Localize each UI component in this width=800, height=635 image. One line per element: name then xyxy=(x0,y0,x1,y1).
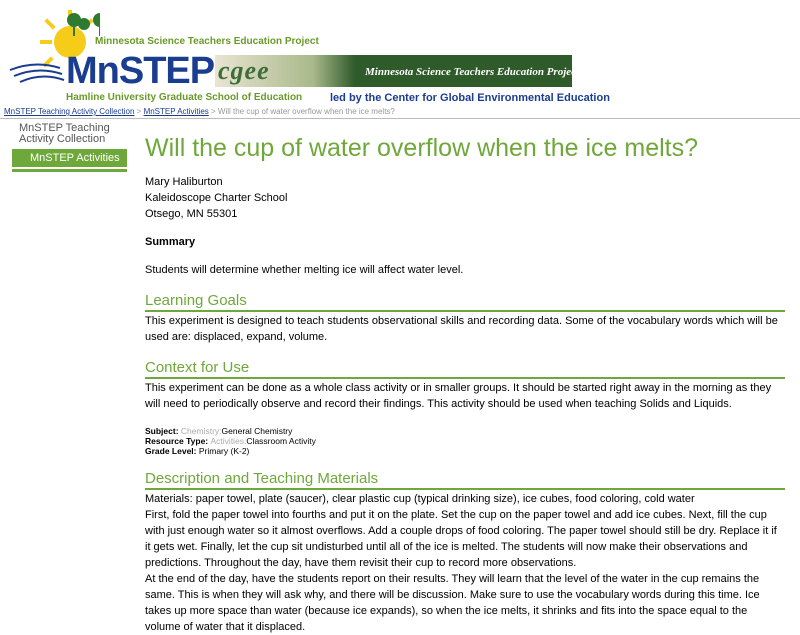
mnstep-tagline: Minnesota Science Teachers Education Project xyxy=(95,36,319,47)
breadcrumb-link-collection[interactable]: MnSTEP Teaching Activity Collection xyxy=(4,107,135,116)
main-content xyxy=(145,128,785,635)
resource-type-link[interactable]: Classroom Activity xyxy=(246,436,316,446)
hamline-tagline: Hamline University Graduate School of Education xyxy=(66,92,303,103)
grade-level-link[interactable]: Primary (K-2) xyxy=(198,446,250,456)
author-name: Mary Haliburton xyxy=(145,176,223,188)
subject-row: Subject: Chemistry:General Chemistry xyxy=(145,426,293,436)
grade-level-row: Grade Level: Primary (K-2) xyxy=(145,446,250,456)
breadcrumb-separator: > xyxy=(208,107,218,116)
context-heading: Context for Use xyxy=(145,359,785,379)
procedure-text: First, fold the paper towel into fourths and put it on the plate. Set the cup on the paper towel and add ice cubes. Next, fill the cup with just enough water so it almost overflows. Add a couple drops of food coloring. The paper towel should still be dry. Replace it if it gets wet. Finally, let the cup sit undisturbed until all of the ice is melted. The students will now make their observations and predictions. Throughout the day, have them revisit their cup to record more observations. xyxy=(145,509,777,569)
sidebar-item-activities[interactable]: MnSTEP Activities xyxy=(12,149,127,167)
sidebar-nav xyxy=(12,120,127,172)
sidebar-item-collection[interactable]: MnSTEP Teaching Activity Collection xyxy=(19,122,110,145)
header-divider xyxy=(0,118,800,119)
breadcrumb xyxy=(4,107,395,116)
page-title: Will the cup of water overflow when the ice melts? xyxy=(145,134,699,162)
breadcrumb-link-activities[interactable]: MnSTEP Activities xyxy=(143,107,209,116)
author-location: Otsego, MN 55301 xyxy=(145,208,238,220)
description-heading: Description and Teaching Materials xyxy=(145,470,785,490)
learning-goals-heading: Learning Goals xyxy=(145,292,785,312)
site-header xyxy=(0,0,800,105)
mnstep-logo[interactable]: MnSTEP xyxy=(66,50,215,92)
breadcrumb-separator: > xyxy=(134,107,144,116)
author-school: Kaleidoscope Charter School xyxy=(145,192,288,204)
summary-heading: Summary xyxy=(145,236,196,248)
summary-text: Students will determine whether melting ice will affect water level. xyxy=(145,264,464,276)
resource-type-row: Resource Type: Activities:Classroom Activity xyxy=(145,436,316,446)
breadcrumb-current: Will the cup of water overflow when the ice melts? xyxy=(217,107,395,116)
results-text: At the end of the day, have the students report on their results. They will learn that the level of the water in the cup remains the same. This is when they will ask why, and there will be discussion. Make sure to use the vocabulary words during this time. Ice takes up more space than water (because ice expands), so when the ice melts, it shrinks and fits into the space equal to the volume of water that it displaced. xyxy=(145,573,760,633)
subject-link[interactable]: General Chemistry xyxy=(221,426,293,436)
cgee-tagline: Minnesota Science Teachers Education Project xyxy=(365,66,580,78)
author-info xyxy=(145,174,785,222)
sidebar-divider xyxy=(12,169,127,172)
learning-goals-text: This experiment is designed to teach students observational skills and recording data. Some of the vocabulary words which will be used are: displaced, expand, volume. xyxy=(145,315,778,343)
materials-text: Materials: paper towel, plate (saucer), clear plastic cup (typical drinking size), ice cubes, food coloring, cold water xyxy=(145,493,695,505)
metadata-block xyxy=(145,426,785,456)
cgee-logo[interactable]: cgee xyxy=(218,56,270,85)
context-text: This experiment can be done as a whole class activity or in smaller groups. It should be started right away in the morning as they will need to periodically observe and record their findings. This activity should be used when teaching Solids and Liquids. xyxy=(145,382,772,410)
cgee-led-text: led by the Center for Global Environmental Education xyxy=(330,92,610,104)
